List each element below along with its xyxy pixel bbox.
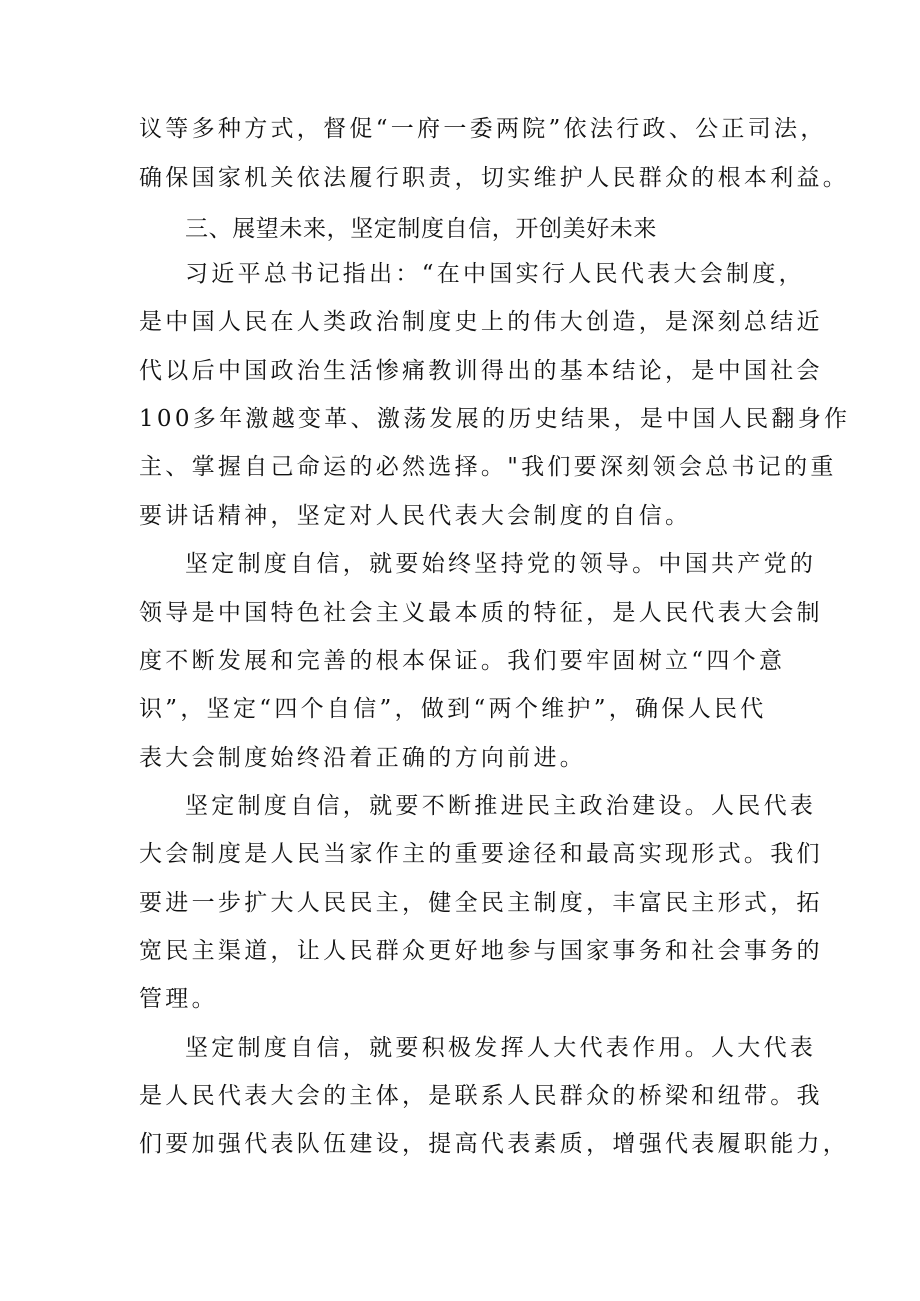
text-line: 议等多种方式，督促“一府一委两院”依法行政、公正司法， — [139, 116, 827, 142]
text-line: 领导是中国特色社会主义最本质的特征，是人民代表大会制 — [139, 600, 823, 626]
text-line: 确保国家机关依法履行职责，切实维护人民群众的根本利益。 — [139, 165, 850, 191]
text-line: 要进一步扩大人民民主，健全民主制度，丰富民主形式，拓 — [139, 890, 823, 916]
text-line: 代以后中国政治生活惨痛教训得出的基本结论，是中国社会 — [139, 358, 823, 384]
text-line: 坚定制度自信，就要不断推进民主政治建设。人民代表 — [185, 793, 817, 819]
text-line: 主、掌握自己命运的必然选择。"我们要深刻领会总书记的重 — [139, 454, 837, 480]
text-line: 100多年激越变革、激荡发展的历史结果，是中国人民翻身作 — [139, 406, 851, 432]
text-line: 宽民主渠道，让人民群众更好地参与国家事务和社会事务的 — [139, 938, 823, 964]
text-line: 是人民代表大会的主体，是联系人民群众的桥梁和纽带。我 — [139, 1083, 823, 1109]
text-line: 坚定制度自信，就要始终坚持党的领导。中国共产党的 — [185, 551, 817, 577]
text-line: 表大会制度始终沿着正确的方向前进。 — [139, 745, 587, 771]
text-line: 习近平总书记指出：“在中国实行人民代表大会制度， — [185, 261, 805, 287]
text-line: 度不断发展和完善的根本保证。我们要牢固树立“四个意 — [139, 648, 786, 674]
text-line: 大会制度是人民当家作主的重要途径和最高实现形式。我们 — [139, 841, 823, 867]
section-heading: 三、展望未来，坚定制度自信，开创美好未来 — [185, 216, 657, 242]
text-line: 们要加强代表队伍建设，提高代表素质，增强代表履职能力， — [139, 1131, 850, 1157]
text-line: 识”，坚定“四个自信”，做到“两个维护”，确保人民代 — [139, 696, 767, 722]
text-line: 是中国人民在人类政治制度史上的伟大创造，是深刻总结近 — [139, 309, 823, 335]
text-line: 坚定制度自信，就要积极发挥人大代表作用。人大代表 — [185, 1035, 817, 1061]
text-line: 管理。 — [139, 986, 218, 1012]
text-line: 要讲话精神，坚定对人民代表大会制度的自信。 — [139, 503, 692, 529]
